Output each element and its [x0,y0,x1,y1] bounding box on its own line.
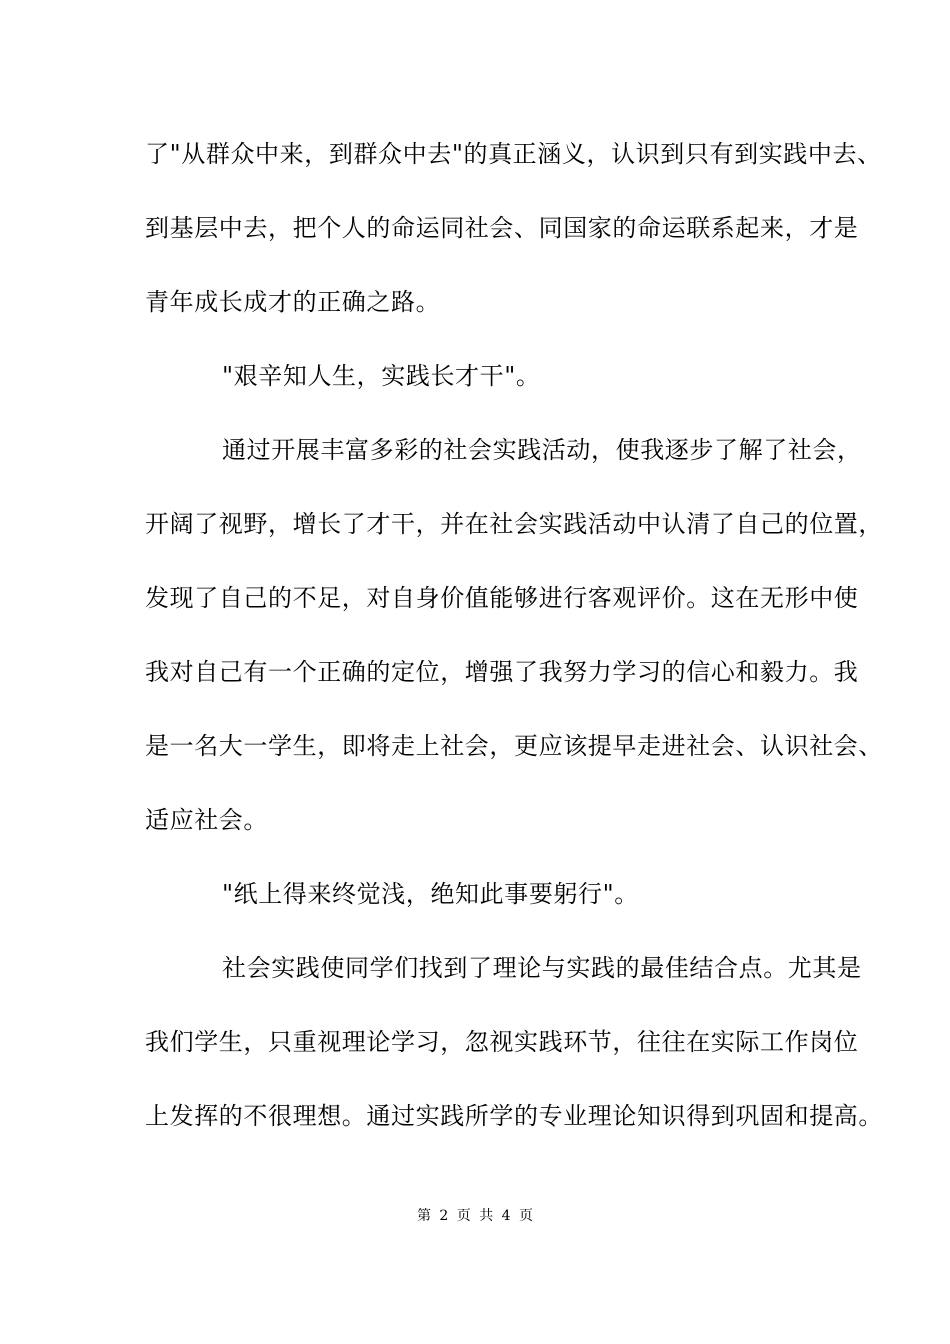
quote-line-2: "纸上得来终觉浅，绝知此事要躬行"。 [222,880,639,908]
text-line-6: 开阔了视野，增长了才干，并在社会实践活动中认清了自己的位置， [145,510,883,538]
text-line-9: 是一名大一学生，即将走上社会，更应该提早走进社会、认识社会、 [145,732,883,760]
text-line-7: 发现了自己的不足，对自身价值能够进行客观评价。这在无形中使 [145,584,859,612]
text-line-12: 社会实践使同学们找到了理论与实践的最佳结合点。尤其是 [222,954,862,982]
text-line-10: 适应社会。 [145,806,268,834]
text-line-2: 到基层中去，把个人的命运同社会、同国家的命运联系起来，才是 [145,214,859,242]
text-line-3: 青年成长成才的正确之路。 [145,288,441,316]
text-line-5: 通过开展丰富多彩的社会实践活动，使我逐步了解了社会， [222,436,862,464]
text-line-14: 上发挥的不很理想。通过实践所学的专业理论知识得到巩固和提高。 [145,1102,883,1130]
page-number: 第 2 页 共 4 页 [416,1208,534,1224]
text-line-13: 我们学生，只重视理论学习，忽视实践环节，往往在实际工作岗位 [145,1028,859,1056]
text-line-1: 了"从群众中来，到群众中去"的真正涵义，认识到只有到实践中去、 [145,140,882,168]
text-line-8: 我对自己有一个正确的定位，增强了我努力学习的信心和毅力。我 [145,658,859,686]
quote-line-1: "艰辛知人生，实践长才干"。 [222,362,541,390]
